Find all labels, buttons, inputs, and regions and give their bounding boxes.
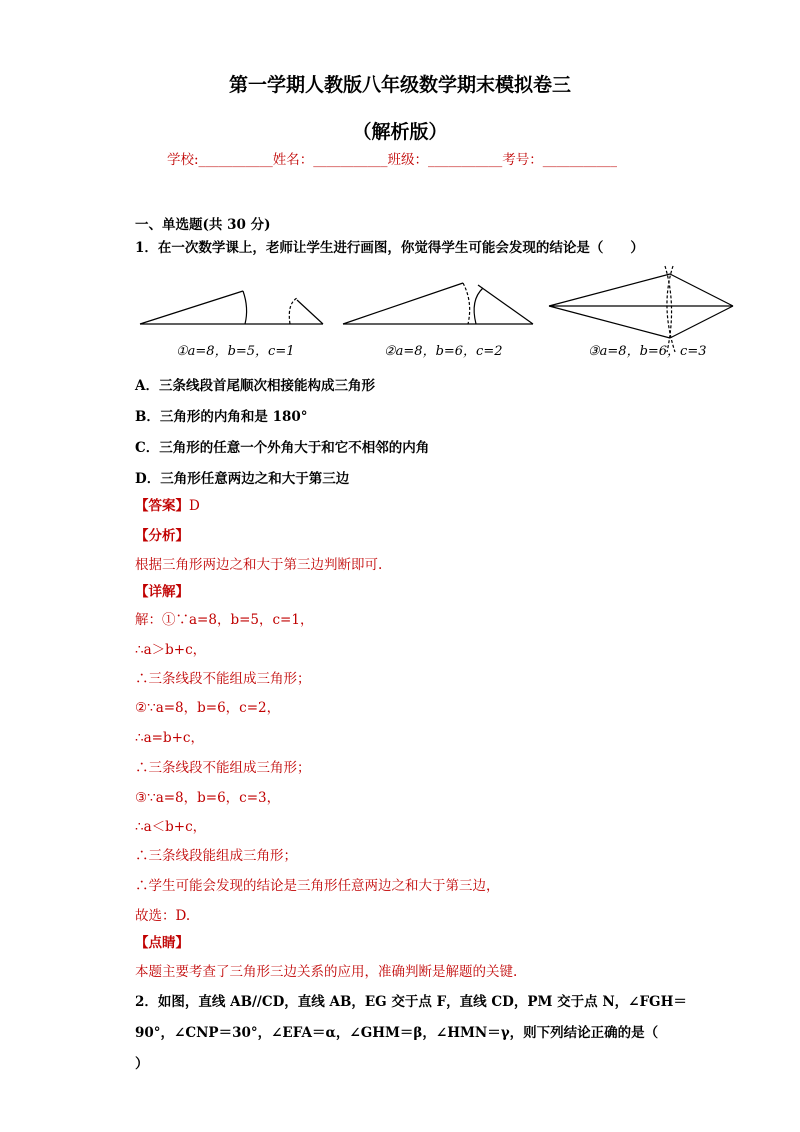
detail-line: ②∵a=8，b=6，c=2， [135,700,281,716]
analysis-label: 【分析】 [135,528,189,544]
answer-line [135,494,200,514]
option-b: B．三角形的内角和是 180° [135,409,308,425]
detail-line: 解：①∵a=8，b=5，c=1， [135,612,314,628]
student-info-line: 学校:___________姓名：___________班级：___________考号：___________ [167,152,618,168]
detail-label: 【详解】 [135,584,189,600]
comment-text: 本题主要考查了三角形三边关系的应用，准确判断是解题的关键. [135,964,518,980]
detail-line: ∴三条线段不能组成三角形； [135,760,311,776]
analysis-text: 根据三角形两边之和大于第三边判断即可. [135,557,383,573]
detail-line: ③∵a=8，b=6，c=3， [135,790,281,806]
detail-line: ∴a＞b+c， [135,642,207,658]
figure-1-caption: ①a=8，b=5，c=1 [176,344,295,359]
detail-line: ∴a＜b+c， [135,819,207,835]
section-heading: 一、单选题(共 30 分) [135,217,271,233]
question-2-line-3: ） [135,1056,149,1072]
comment-label: 【点睛】 [135,935,189,951]
figure-3-caption: ③a=8，b=6，c=3 [588,344,707,359]
question-2-line-1: 2．如图，直线 AB//CD，直线 AB，EG 交于点 F，直线 CD，PM 交于点 N，∠FGH＝ [135,994,687,1010]
detail-line: ∴三条线段不能组成三角形； [135,671,311,687]
option-c: C．三角形的任意一个外角大于和它不相邻的内角 [135,440,430,456]
figure-2-caption: ②a=8，b=6，c=2 [384,344,503,359]
page-subtitle: （解析版） [352,121,448,143]
question-2-line-2: 90°，∠CNP＝30°，∠EFA＝α，∠GHM＝β，∠HMN＝γ，则下列结论正确的是（ [135,1025,659,1041]
answer-value: D [189,498,200,514]
detail-line: 故选：D. [135,908,191,924]
detail-line: ∴a=b+c， [135,730,204,746]
question-1-stem: 1．在一次数学课上，老师让学生进行画图，你觉得学生可能会发现的结论是（ ） [135,240,644,256]
detail-line: ∴学生可能会发现的结论是三角形任意两边之和大于第三边， [135,878,500,894]
detail-line: ∴三条线段能组成三角形； [135,848,297,864]
option-a: A．三条线段首尾顺次相接能构成三角形 [135,378,375,394]
answer-label: 【答案】 [135,498,189,514]
option-d: D．三角形任意两边之和大于第三边 [135,471,350,487]
page-title: 第一学期人教版八年级数学期末模拟卷三 [228,74,571,96]
